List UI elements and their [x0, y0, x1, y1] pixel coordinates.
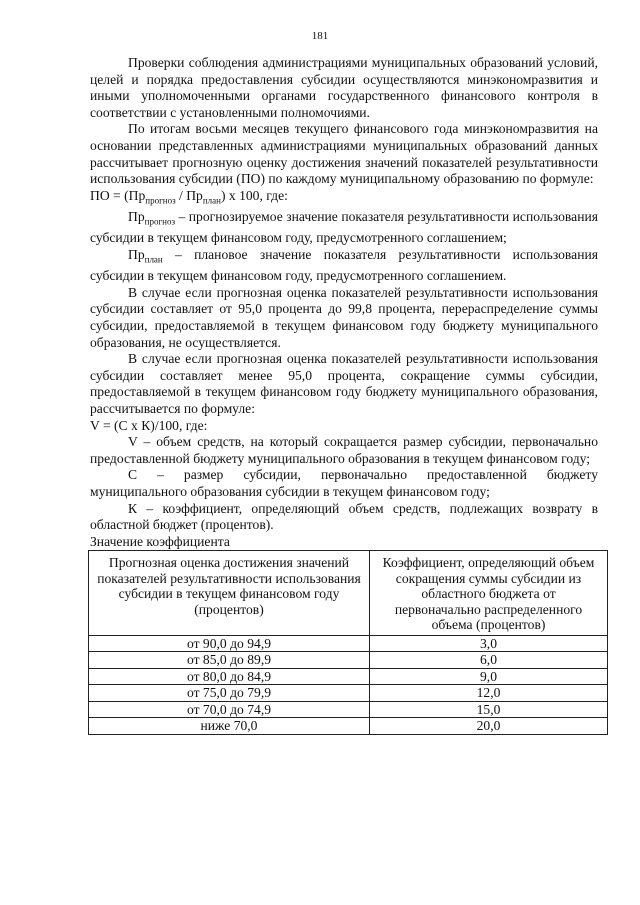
- paragraph-audit: Проверки соблюдения администрациями муниципальных образований условий, целей и порядка предоставления субсидии осуществляются минэкономразвития и иными уполномоченными органами государственного финансового контроля в соответствии с установленными полномочиями.: [90, 55, 598, 120]
- cell-coefficient: 3,0: [370, 635, 608, 652]
- page-number: 181: [311, 30, 329, 42]
- cell-coefficient: 9,0: [370, 668, 608, 685]
- table-row: [89, 668, 608, 685]
- cell-coefficient: 20,0: [370, 718, 608, 735]
- table-row: [89, 635, 608, 652]
- cell-range: от 85,0 до 89,9: [89, 652, 370, 669]
- table-row: [89, 718, 608, 735]
- cell-range: от 90,0 до 94,9: [89, 635, 370, 652]
- definition-pr-forecast: $Пр_{прогноз}$ – прогнозируемое значение показателя результативности использования субсидии в текущем финансовом году, предусмотренного соглашением;: [90, 209, 598, 246]
- definition-c: С – размер субсидии, первоначально предоставленной бюджету муниципального образования субсидии в текущем финансовом году;: [90, 467, 598, 499]
- paragraph-forecast-method: По итогам восьми месяцев текущего финансового года минэкономразвития на основании представленных администрациями муниципальных образований данных рассчитывает прогнозную оценку достижения значений показателей результативности использования субсидии (ПО) по каждому муниципальному образованию по формуле:: [90, 121, 598, 187]
- paragraph-reduction: В случае если прогнозная оценка показателей результативности использования субсидии составляет менее 95,0 процента, сокращение суммы субсидии, предоставляемой в текущем финансовом году бюджету муниципального образования, рассчитывается по формуле:: [90, 351, 598, 417]
- paragraph-no-redistribution: В случае если прогнозная оценка показателей результативности использования субсидии составляет от 95,0 процента до 99,8 процента, перераспределение суммы субсидии, предоставляемой в текущем финансовом году бюджету муниципального образования, не осуществляется.: [90, 284, 598, 350]
- document-body: [90, 55, 598, 735]
- table-row: [89, 685, 608, 702]
- coefficient-table: [88, 550, 608, 735]
- definition-pr-plan: $Пр_{план}$ – плановое значение показателя результативности использования субсидии в текущем финансовом году, предусмотренного соглашением.: [90, 246, 598, 284]
- cell-range: от 70,0 до 74,9: [89, 701, 370, 718]
- cell-range: от 80,0 до 84,9: [89, 668, 370, 685]
- cell-coefficient: 6,0: [370, 652, 608, 669]
- table-header-row: [89, 551, 608, 636]
- formula-v: V = (С х К)/100, где:: [90, 417, 208, 433]
- cell-coefficient: 15,0: [370, 701, 608, 718]
- header-forecast: Прогнозная оценка достижения значений показателей результативности использования субсидии в текущем финансовом году (процентов): [89, 551, 370, 636]
- cell-range: от 75,0 до 79,9: [89, 685, 370, 702]
- table-row: [89, 701, 608, 718]
- definition-v: V – объем средств, на который сокращается размер субсидии, первоначально предоставленной бюджету муниципального образования в текущем финансовом году;: [90, 434, 598, 466]
- table-title: Значение коэффициента: [90, 533, 230, 549]
- header-coefficient: Коэффициент, определяющий объем сокращения суммы субсидии из областного бюджета от первоначально распределенного объема (процентов): [370, 551, 608, 636]
- cell-coefficient: 12,0: [370, 685, 608, 702]
- formula-po: ПО = $(Пр_{прогноз} / Пр_{план})$ х 100, где:: [90, 187, 288, 206]
- cell-range: ниже 70,0: [89, 718, 370, 735]
- table-row: [89, 652, 608, 669]
- definition-k: К – коэффициент, определяющий объем средств, подлежащих возврату в областной бюджет (процентов).: [90, 500, 598, 533]
